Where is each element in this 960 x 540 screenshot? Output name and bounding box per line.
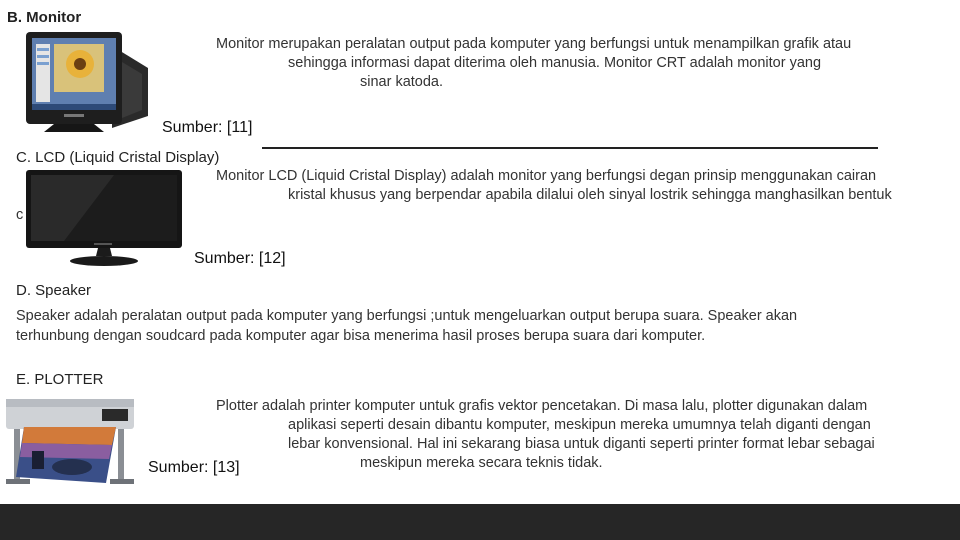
lcd-source: Sumber: [12] (194, 250, 286, 267)
plotter-text-line-1: Plotter adalah printer komputer untuk grafis vektor pencetakan. Di masa lalu, plotter digunakan dalam (216, 398, 868, 414)
monitor-text-line-3: sinar katoda. (360, 74, 444, 90)
speaker-text-line-1: Speaker adalah peralatan output pada komputer yang berfungsi ;untuk mengeluarkan output berupa suara. Speaker akan (16, 308, 798, 324)
lcd-stray-char: c (16, 207, 24, 223)
lcd-monitor-image (24, 168, 184, 268)
speaker-text-line-2: terhunbung dengan soudcard pada komputer agar bisa menerima hasil proses berupa suara dari komputer. (16, 328, 706, 344)
plotter-text-line-4: meskipun mereka secara teknis tidak. (360, 455, 603, 471)
plotter-source: Sumber: [13] (148, 459, 240, 476)
plotter-heading: E. PLOTTER (16, 371, 104, 388)
monitor-text-line-1: Monitor merupakan peralatan output pada komputer yang berfungsi untuk menampilkan grafik atau (216, 36, 852, 52)
monitor-text-line-2: sehingga informasi dapat diterima oleh manusia. Monitor CRT adalah monitor yang (288, 55, 822, 71)
plotter-printer-image (2, 393, 138, 491)
crt-monitor-image (24, 28, 152, 136)
lcd-heading: C. LCD (Liquid Cristal Display) (16, 149, 220, 166)
section-divider (262, 147, 878, 149)
lcd-text-line-1: Monitor LCD (Liquid Cristal Display) adalah monitor yang berfungsi degan prinsip menggunakan cairan (216, 168, 877, 184)
monitor-heading: B. Monitor (7, 9, 82, 26)
plotter-text-line-3: lebar konvensional. Hal ini sekarang biasa untuk diganti seperti printer format lebar sebagai (288, 436, 875, 452)
plotter-text-line-2: aplikasi seperti desain dibantu komputer, meskipun mereka umumnya telah diganti dengan (288, 417, 871, 433)
lcd-text-line-2: kristal khusus yang berpendar apabila dilalui oleh sinyal lostrik sehingga manghasilkan bentuk (288, 187, 892, 203)
monitor-source: Sumber: [11] (162, 119, 253, 136)
footer-bar (0, 504, 960, 540)
speaker-heading: D. Speaker (16, 282, 92, 299)
